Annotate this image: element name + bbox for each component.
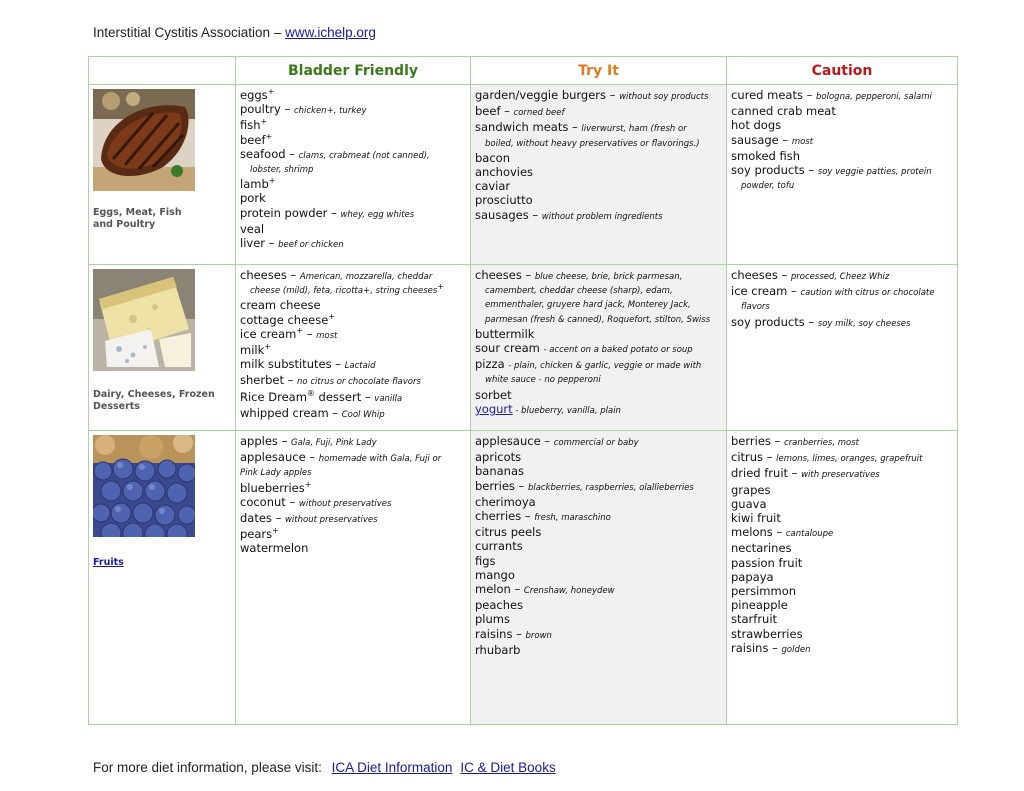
food-item: [240, 236, 465, 252]
food-item: [731, 450, 952, 466]
food-note: blackberries, raspberries, olallieberries: [527, 482, 694, 493]
food-note: most: [791, 136, 814, 147]
food-item: [240, 191, 465, 205]
footnote-marker: +: [272, 526, 279, 536]
table-row: [89, 431, 958, 725]
food-note: whey, egg whites: [340, 209, 415, 220]
footnote-marker: +: [265, 131, 273, 141]
food-item: [475, 179, 721, 193]
food-item: [475, 388, 721, 402]
food-name: cheeses –: [731, 268, 791, 282]
food-note: soy milk, soy cheeses: [817, 318, 911, 329]
food-item: [475, 539, 721, 553]
food-item: [475, 627, 721, 643]
caution-cell: [727, 265, 958, 431]
food-item: [475, 509, 721, 525]
yogurt-link[interactable]: yogurt: [475, 401, 513, 416]
food-item: [731, 511, 952, 525]
food-note: without preservatives: [298, 498, 392, 509]
food-item: [475, 341, 721, 357]
food-name: Rice Dream: [240, 389, 307, 404]
food-name: cheeses –: [240, 268, 300, 282]
food-name: apples –: [240, 434, 291, 448]
food-item: [731, 598, 952, 612]
category-label: Eggs, Meat, Fish and Poultry: [93, 207, 182, 230]
food-note-continued: flavors: [741, 302, 770, 313]
food-name: coconut –: [240, 494, 299, 509]
table-row: [89, 265, 958, 431]
food-name: cottage cheese: [240, 312, 329, 327]
food-item: [475, 193, 721, 207]
food-note: no citrus or chocolate flavors: [297, 377, 421, 388]
food-item: [731, 556, 952, 570]
food-name: poultry –: [240, 102, 294, 117]
document-header: [93, 25, 376, 40]
food-note: bologna, pepperoni, salami: [816, 92, 932, 102]
food-item: [240, 206, 465, 222]
food-item: [475, 643, 721, 657]
food-note: cantaloupe: [785, 529, 834, 540]
food-name: cream cheese: [240, 298, 321, 313]
footnote-marker: +: [296, 325, 304, 335]
food-name: blueberries: [240, 480, 305, 495]
footnote-marker: +: [304, 479, 312, 489]
category-label: Dairy, Cheeses, Frozen Desserts: [93, 389, 215, 412]
cheese-photo: [93, 269, 195, 371]
food-item: [475, 88, 721, 104]
food-name: cherries –: [475, 509, 535, 524]
footnote-marker: +: [268, 176, 276, 186]
food-name: berries –: [475, 478, 528, 493]
food-note: - accent on a baked potato or soup: [543, 345, 693, 356]
food-note: fresh, maraschino: [534, 513, 611, 524]
food-item: [475, 104, 721, 120]
food-item: [240, 406, 465, 422]
food-item: [240, 147, 465, 177]
food-name: rhubarb: [475, 642, 521, 657]
food-name: protein powder –: [240, 205, 341, 220]
category-header-cell: [89, 57, 236, 85]
footnote-marker: +: [264, 342, 271, 352]
food-item: [240, 268, 465, 298]
food-item: [475, 598, 721, 612]
food-name: veal: [240, 221, 265, 236]
food-name: smoked fish: [731, 148, 801, 163]
food-name: nectarines: [731, 541, 792, 556]
food-note: liverwurst, ham (fresh or: [581, 124, 687, 135]
food-name: hot dogs: [731, 118, 782, 133]
food-note-continued: boiled, without heavy preservatives or flavorings.): [485, 138, 700, 149]
food-name: mango: [475, 567, 515, 582]
food-note: homemade with Gala, Fuji or: [318, 454, 442, 465]
food-note-continued: powder, tofu: [741, 181, 795, 192]
food-name: starfruit: [731, 612, 778, 627]
food-item: [240, 133, 465, 147]
food-note: beef or chicken: [278, 240, 344, 251]
food-item: [731, 641, 952, 657]
food-item: [475, 268, 721, 327]
food-name: sandwich meats –: [475, 120, 582, 135]
food-note: processed, Cheez Whiz: [790, 272, 890, 282]
food-name: ice cream –: [731, 284, 801, 299]
food-item: [731, 570, 952, 584]
category-cell: [89, 431, 236, 725]
food-note: American, mozzarella, cheddar: [299, 272, 433, 282]
food-name: dried fruit –: [731, 466, 802, 481]
food-note: Crenshaw, honeydew: [523, 586, 615, 597]
caution-cell: [727, 85, 958, 265]
food-item: [240, 481, 465, 495]
food-name: lamb: [240, 177, 269, 192]
food-name: sour cream: [475, 341, 544, 356]
try-it-cell: [471, 431, 727, 725]
food-note: with preservatives: [801, 470, 880, 481]
food-name: ice cream: [240, 326, 297, 341]
try-it-cell: [471, 265, 727, 431]
food-note: clams, crabmeat (not canned),: [298, 150, 430, 161]
food-name: apricots: [475, 450, 522, 465]
food-note-continued: Pink Lady apples: [240, 468, 312, 479]
food-note: Gala, Fuji, Pink Lady: [290, 438, 377, 448]
table-row: [89, 85, 958, 265]
food-name: kiwi fruit: [731, 511, 781, 526]
food-name: watermelon: [240, 541, 309, 556]
food-name: milk substitutes –: [240, 357, 345, 372]
food-name: cheeses –: [475, 268, 535, 282]
food-note: without preservatives: [284, 515, 378, 526]
food-item: [731, 88, 952, 104]
food-item: [731, 525, 952, 541]
friendly-cell: [236, 85, 471, 265]
food-name-tail: –: [303, 326, 317, 341]
food-note: Cool Whip: [341, 409, 385, 420]
food-item: [240, 390, 465, 406]
food-name: sorbet: [475, 387, 512, 402]
food-note: chicken+, turkey: [293, 106, 367, 117]
food-item: [240, 450, 465, 480]
food-note: most: [316, 330, 338, 341]
food-name: raisins –: [475, 626, 526, 641]
food-item: [475, 568, 721, 582]
food-name: plums: [475, 612, 510, 627]
food-note-continued: cheese (mild), feta, ricotta+, string cheeses+: [250, 282, 445, 297]
food-name: seafood –: [240, 146, 299, 161]
footnote-marker: +: [267, 87, 275, 97]
food-name: figs: [475, 553, 496, 568]
food-name: buttermilk: [475, 326, 535, 341]
food-item: [240, 88, 465, 102]
bladder-friendly-header: Bladder Friendly: [236, 57, 471, 85]
food-item: [731, 483, 952, 497]
food-name: applesauce –: [475, 434, 554, 448]
food-item: [240, 177, 465, 191]
food-item: [240, 102, 465, 118]
food-item: [475, 208, 721, 224]
food-item: [475, 612, 721, 626]
food-note: without problem ingredients: [541, 211, 663, 222]
food-note: - plain, chicken & garlic, veggie or made with: [508, 361, 702, 372]
food-name: bananas: [475, 464, 525, 479]
food-item: [475, 165, 721, 179]
food-name: liver –: [240, 236, 279, 251]
food-name: applesauce –: [240, 450, 319, 465]
food-name: guava: [731, 496, 767, 511]
food-item: [731, 434, 952, 450]
food-note: golden: [781, 644, 811, 655]
food-item: [731, 133, 952, 149]
food-item: [240, 373, 465, 389]
footer-text: For more diet information, please visit:: [93, 760, 326, 775]
food-item: [731, 315, 952, 331]
food-name: sausages –: [475, 207, 542, 222]
food-item: [731, 163, 952, 193]
food-item: [731, 104, 952, 118]
food-item: [731, 627, 952, 641]
food-note: cranberries, most: [783, 438, 859, 448]
blueberries-photo: [93, 435, 195, 537]
friendly-cell: [236, 431, 471, 725]
food-item: [731, 268, 952, 284]
food-item: [475, 525, 721, 539]
food-name: pineapple: [731, 598, 788, 613]
food-name: grapes: [731, 482, 771, 497]
food-item: [240, 511, 465, 527]
food-item: [475, 327, 721, 341]
food-item: [240, 118, 465, 132]
food-name: pears: [240, 527, 273, 542]
food-note: blue cheese, brie, brick parmesan,: [534, 272, 683, 282]
food-name: citrus –: [731, 450, 777, 465]
caution-header: Caution: [727, 57, 958, 85]
food-name: prosciutto: [475, 193, 533, 208]
food-note-continued: white sauce - no pepperoni: [485, 375, 601, 386]
document-footer: [93, 760, 556, 775]
food-item: [240, 222, 465, 236]
food-name: cured meats –: [731, 88, 817, 102]
ica-diet-information-link[interactable]: ICA Diet Information: [331, 760, 453, 775]
category-cell: [89, 265, 236, 431]
food-name: pork: [240, 191, 266, 206]
food-note: brown: [525, 630, 552, 641]
food-item: [731, 612, 952, 626]
fruits-link[interactable]: Fruits: [93, 557, 124, 568]
footnote-marker: +: [328, 311, 335, 321]
food-item: [240, 298, 465, 312]
food-item: [731, 118, 952, 132]
food-name: sausage –: [731, 132, 792, 147]
food-name: eggs: [240, 88, 268, 102]
food-item: [240, 313, 465, 327]
food-note: soy veggie patties, protein: [817, 167, 932, 178]
food-item: [731, 284, 952, 314]
food-name: dates –: [240, 511, 285, 526]
food-name: passion fruit: [731, 555, 803, 570]
food-name: melons –: [731, 525, 786, 540]
food-note: vanilla: [374, 393, 403, 404]
food-name: sherbet –: [240, 373, 298, 388]
org-name: Interstitial Cystitis Association –: [93, 25, 286, 40]
food-name: citrus peels: [475, 525, 542, 540]
footnote-marker: ®: [306, 388, 315, 398]
diet-table: [88, 56, 958, 725]
food-name: anchovies: [475, 165, 534, 180]
food-item: [475, 450, 721, 464]
food-item: [731, 149, 952, 163]
food-name: soy products –: [731, 314, 818, 329]
food-name: whipped cream –: [240, 405, 342, 420]
food-name: strawberries: [731, 626, 803, 641]
food-name: beef: [240, 132, 266, 147]
food-item: [731, 541, 952, 555]
food-item: [475, 120, 721, 150]
food-name: cherimoya: [475, 494, 536, 509]
food-item: [475, 554, 721, 568]
food-item: [475, 434, 721, 450]
food-item: [240, 343, 465, 357]
food-note: - blueberry, vanilla, plain: [512, 405, 621, 416]
food-item: [475, 582, 721, 598]
food-note: without soy products: [619, 92, 709, 102]
food-name: canned crab meat: [731, 104, 836, 119]
table-header-row: [89, 57, 958, 85]
food-name: fish: [240, 118, 261, 133]
food-item: [475, 479, 721, 495]
footnote-marker: +: [260, 117, 268, 127]
food-name: caviar: [475, 179, 511, 194]
food-note-continued: camembert, cheddar cheese (sharp), edam, emmenthaler, gruyere hard jack, Monterey Jack, parmesan (fresh & canned), Roquefort, stilton, Swiss: [485, 286, 711, 325]
food-note: commercial or baby: [553, 438, 639, 448]
food-name: berries –: [731, 434, 784, 448]
food-name-tail: dessert –: [314, 389, 375, 404]
food-name: currants: [475, 539, 523, 554]
food-note: Lactaid: [344, 361, 376, 372]
caution-cell: [727, 431, 958, 725]
ichelp-link[interactable]: www.ichelp.org: [285, 25, 376, 40]
food-name: peaches: [475, 598, 524, 613]
category-cell: [89, 85, 236, 265]
food-name: bacon: [475, 150, 510, 165]
food-item: [240, 541, 465, 555]
food-note-continued: lobster, shrimp: [250, 165, 314, 176]
ic-diet-books-link[interactable]: IC & Diet Books: [460, 760, 556, 775]
try-it-cell: [471, 85, 727, 265]
friendly-cell: [236, 265, 471, 431]
food-item: [240, 434, 465, 450]
food-name: beef –: [475, 104, 514, 119]
food-name: papaya: [731, 569, 774, 584]
food-item: [731, 497, 952, 511]
food-name: milk: [240, 343, 265, 358]
food-note: caution with citrus or chocolate: [800, 288, 935, 299]
food-note: lemons, limes, oranges, grapefruit: [776, 454, 923, 465]
food-item: [475, 402, 721, 418]
food-item: [731, 584, 952, 598]
food-name: persimmon: [731, 584, 797, 599]
food-item: [240, 327, 465, 343]
food-name: garden/veggie burgers –: [475, 88, 620, 102]
food-name: soy products –: [731, 163, 818, 178]
food-item: [240, 357, 465, 373]
food-item: [475, 151, 721, 165]
food-item: [240, 527, 465, 541]
food-item: [240, 495, 465, 511]
food-item: [475, 357, 721, 387]
food-item: [475, 464, 721, 478]
steak-photo: [93, 89, 195, 191]
footnote-marker: +: [437, 282, 445, 292]
food-note: corned beef: [513, 108, 565, 119]
food-name: raisins –: [731, 640, 782, 655]
try-it-header: Try It: [471, 57, 727, 85]
food-item: [475, 495, 721, 509]
food-item: [731, 466, 952, 482]
food-name: pizza: [475, 357, 509, 372]
food-name: melon –: [475, 582, 524, 597]
